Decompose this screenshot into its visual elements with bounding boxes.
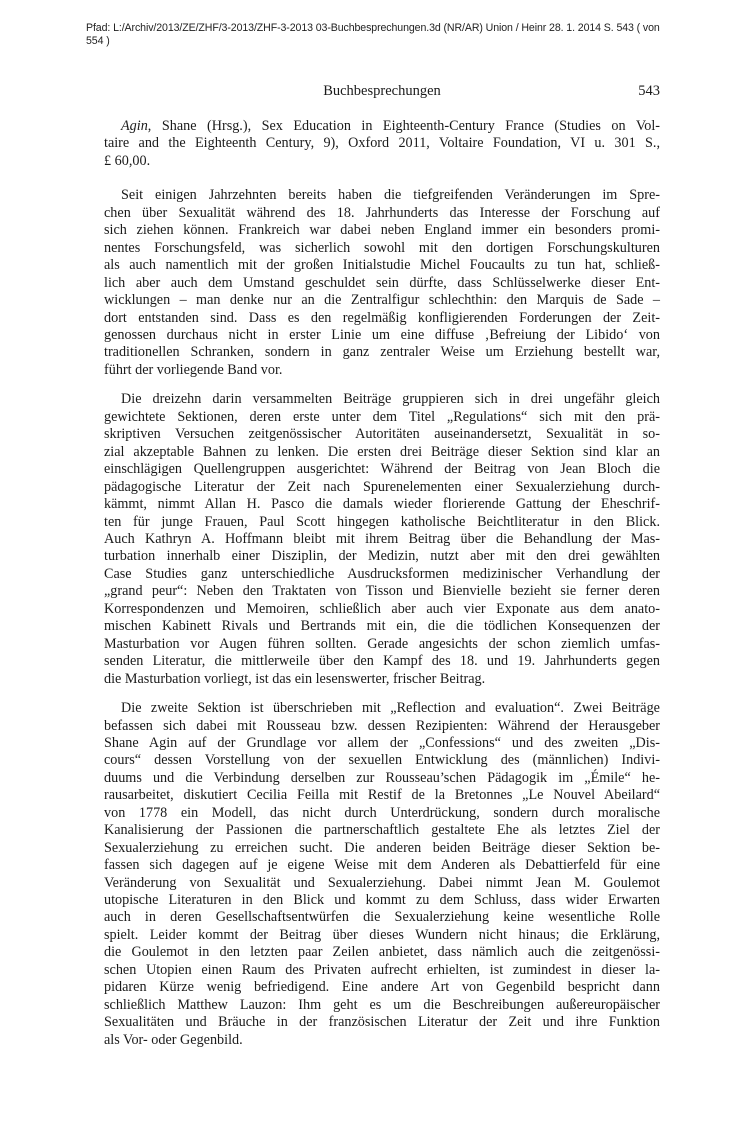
- text-line: als Vor- oder Gegenbild.: [104, 1031, 243, 1048]
- text-line: die Masturbation vorliegt, ist das ein lesenswerter, frischer Beitrag.: [104, 670, 486, 687]
- text-line: pädagogische Literatur der Zeit nach Spurenelementen einer Sexualerziehung durch-: [104, 478, 660, 495]
- text-line: ten für junge Frauen, Paul Scott hingegen katholische Beichtliteratur in den Blick.: [104, 513, 660, 530]
- text-line: Auch Kathryn A. Hoffmann bleibt mit ihrem Beitrag über die Behandlung der Mas-: [104, 530, 660, 547]
- section-title: Buchbesprechungen: [323, 83, 441, 99]
- text-line: fassen sich dagegen auf je eigene Weise mit dem Anderen als Debattierfeld für eine: [104, 857, 660, 874]
- text-line: Sexualitäten und Bräuche in der französischen Literatur der Zeit und ihre Funktion: [104, 1014, 660, 1031]
- text-line: spielt. Leider kommt der Beitrag über dieses Wundern nicht hinaus; die Erklärung,: [104, 926, 660, 943]
- text-line: Seit einigen Jahrzehnten bereits haben die tiefgreifenden Veränderungen im Spre-: [121, 187, 660, 204]
- text-line: die Goulemot in den letzten paar Zeilen anbietet, dass nämlich auch die zeitgenössi-: [104, 944, 660, 961]
- text-line: chen über Sexualität während des 18. Jahrhunderts das Interesse der Forschung auf: [104, 204, 660, 221]
- text-line: pidaren Kürze wenig befriedigend. Eine andere Art von Gegenbild bespricht dann: [104, 979, 660, 996]
- review-reference-line: [104, 153, 660, 170]
- body-paragraph: [104, 700, 660, 1049]
- text-line: senden Literatur, die mittlerweile über den Kampf des 18. und 19. Jahrhunderts gegen: [104, 653, 660, 670]
- text-line: befassen sich dabei mit Rousseau bzw. dessen Rezipienten: Während der Herausgeber: [104, 717, 660, 734]
- review-reference-line: [104, 118, 660, 135]
- file-path-line-2: 554 ): [86, 35, 110, 47]
- text-line: cours“ dessen Vorstellung von der sexuellen Entwicklung des (männlichen) Indivi-: [104, 752, 660, 769]
- body-paragraph: [104, 391, 660, 688]
- text-line: zial akzeptable Bahnen zu lenken. Die ersten drei Beiträge dieser Sektion sind klar an: [104, 443, 660, 460]
- text-line: auch in deren Gesellschaftsentwürfen die Sexualerziehung keine wesentliche Rolle: [104, 909, 660, 926]
- text-line: Die zweite Sektion ist überschrieben mit „Reflection and evaluation“. Zwei Beiträge: [121, 700, 660, 717]
- text-line: sich ziehen können. Frankreich war dabei neben England immer ein besonders promi-: [104, 222, 660, 239]
- text-line: skriptiven Versuchen zeitgenössischer Autoritäten auseinandersetzt, Sexualität in so-: [104, 426, 660, 443]
- text-line: Shane Agin auf der Grundlage vor allem der „Confessions“ und des zweiten „Dis-: [104, 734, 660, 751]
- page-number: 543: [638, 83, 660, 99]
- text-line: traditionellen Schranken, sondern in ganz zentraler Weise um Erziehung bestellt war,: [104, 344, 660, 361]
- text-line: Sexualerziehung zu erreichen sucht. Die anderen beiden Beiträge dieser Sektion be-: [104, 839, 660, 856]
- file-path-line-1: Pfad: L:/Archiv/2013/ZE/ZHF/3-2013/ZHF-3-2013 03-Buchbesprechungen.3d (NR/AR) Union / Heinr 28. 1. 2014 S. 543 ( von: [86, 22, 660, 34]
- text-line: duums und die Verbindung derselben zur Rousseau’schen Pädagogik im „Émile“ he-: [104, 769, 660, 786]
- page-body: [104, 118, 660, 1061]
- body-paragraph: [104, 187, 660, 379]
- review-reference-text: £ 60,00.: [104, 152, 151, 169]
- text-line: Kanalisierung der Passionen die partnerschaftlich gestaltete Ehe als letztes Ziel der: [104, 822, 660, 839]
- text-line: von 1778 ein Modell, das nicht durch Unterdrückung, sondern durch moralische: [104, 804, 660, 821]
- review-reference: [104, 118, 660, 170]
- text-line: rausarbeitet, diskutiert Cecilia Feilla mit Restif de la Bretonnes „Le Nouvel Abeilard“: [104, 787, 660, 804]
- text-line: „grand peur“: Neben den Traktaten von Tisson und Bienvielle bezieht sie ferner deren: [104, 583, 660, 600]
- text-line: Veränderung von Sexualität und Sexualerziehung. Dabei nimmt Jean M. Goulemot: [104, 874, 660, 891]
- text-line: gewichtete Sektionen, deren erste unter dem Titel „Regulations“ sich mit den prä-: [104, 408, 660, 425]
- text-line: als auch namentlich mit der großen Initialstudie Michel Foucaults zu tun hat, schließ-: [104, 257, 660, 274]
- text-line: Masturbation vor Augen führen sollten. Gerade angesichts der schon ziemlich umfas-: [104, 635, 660, 652]
- text-line: utopische Literaturen in den Blick und kommt zu dem Schluss, dass wider Erwarten: [104, 892, 660, 909]
- review-reference-line: [104, 135, 660, 152]
- text-line: schließlich Matthew Lauzon: Ihm geht es um die Beschreibungen außereuropäischer: [104, 996, 660, 1013]
- text-line: kämmt, nimmt Allan H. Pasco die damals wieder florierende Gattung der Eheschrif-: [104, 496, 660, 513]
- review-reference-text: , Shane (Hrsg.), Sex Education in Eighteenth-Century France (Studies on Vol-: [147, 118, 660, 134]
- review-author: Agin: [121, 118, 148, 134]
- text-line: schen Utopien einen Raum des Privaten aufrecht erhielten, ist zumindest in dieser la-: [104, 961, 660, 978]
- text-line: Korrespondenzen und Memoiren, schließlich aber auch vier Exponate aus dem anato-: [104, 600, 660, 617]
- text-line: lich aber auch dem Umstand geschuldet sein dürfte, dass Schlüsselwerke dieser Ent-: [104, 274, 660, 291]
- file-path-header: [86, 22, 676, 48]
- text-line: führt der vorliegende Band vor.: [104, 361, 283, 378]
- text-line: mischen Kabinett Rivals und Bertrands mit ein, die die tödlichen Konsequenzen der: [104, 618, 660, 635]
- text-line: dort entstanden sind. Dass es den regelmäßig konfligierenden Forderungen der Zeit-: [104, 309, 660, 326]
- text-line: Case Studies ganz unterschiedliche Ausdrucksformen medizinischer Verhandlung der: [104, 565, 660, 582]
- text-line: einschlägigen Quellengruppen ausgerichtet: Während der Beitrag von Jean Bloch die: [104, 461, 660, 478]
- running-head: [104, 80, 660, 102]
- text-line: nentes Forschungsfeld, was sicherlich sowohl mit den dortigen Forschungskulturen: [104, 239, 660, 256]
- text-line: genossen durchaus nicht in erster Linie um eine diffuse ‚Befreiung der Libido‘ von: [104, 326, 660, 343]
- text-line: wicklungen – man denke nur an die Zentralfigur schlechthin: den Marquis de Sade –: [104, 292, 660, 309]
- text-line: Die dreizehn darin versammelten Beiträge gruppieren sich in drei ungefähr gleich: [121, 391, 660, 408]
- text-line: turbation innerhalb einer Disziplin, der Medizin, nutzt aber mit den drei gewählten: [104, 548, 660, 565]
- review-reference-text: taire and the Eighteenth Century, 9), Oxford 2011, Voltaire Foundation, VI u. 301 S.,: [104, 135, 660, 152]
